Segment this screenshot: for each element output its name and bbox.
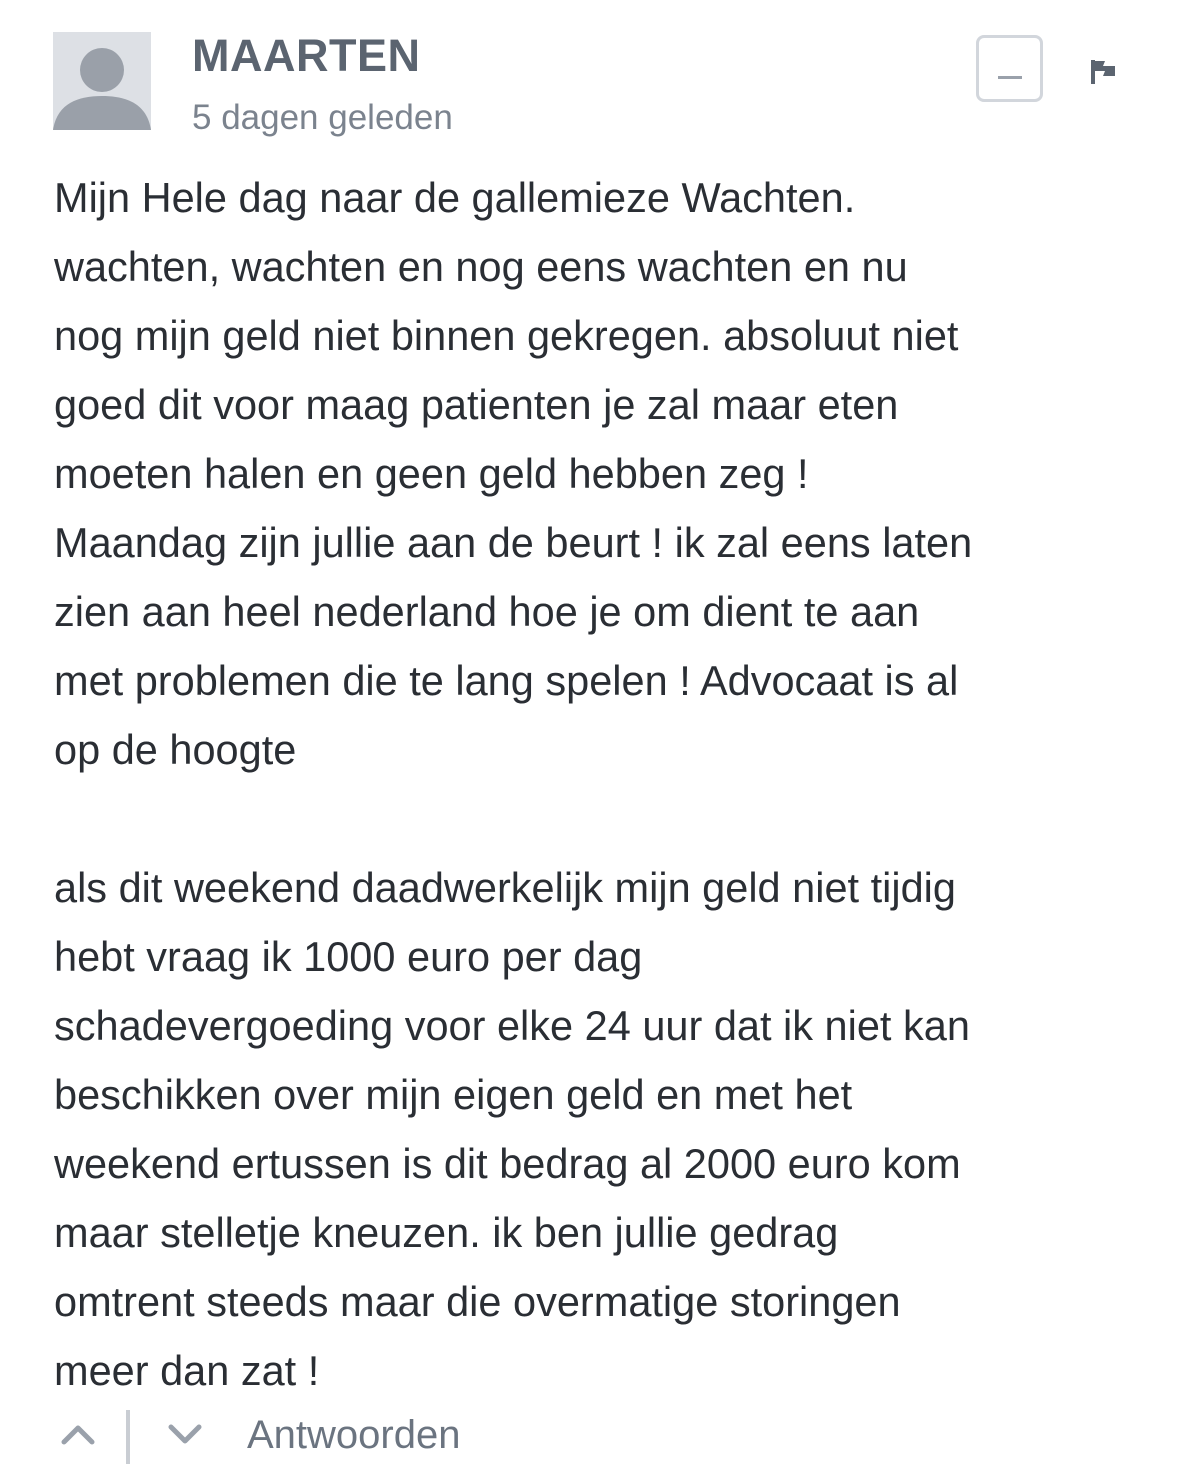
- comment-line: maar stelletje kneuzen. ik ben jullie gedrag: [54, 1209, 839, 1256]
- author-name[interactable]: MAARTEN: [192, 30, 421, 81]
- comment-line: Mijn Hele dag naar de gallemieze Wachten.: [54, 174, 856, 221]
- chevron-up-icon: [58, 1418, 98, 1450]
- comment-line: op de hoogte: [54, 726, 297, 773]
- reply-button[interactable]: Antwoorden: [247, 1413, 461, 1457]
- comment-line: moeten halen en geen geld hebben zeg !: [54, 450, 809, 497]
- flag-icon: [1085, 56, 1121, 92]
- comment-body: [54, 163, 1164, 1405]
- comment-line: met problemen die te lang spelen ! Advocaat is al: [54, 657, 959, 704]
- comment-line: hebt vraag ik 1000 euro per dag: [54, 933, 643, 980]
- comment-paragraph-1: [54, 163, 1164, 784]
- comment-line: beschikken over mijn eigen geld en met het: [54, 1071, 853, 1118]
- flag-button[interactable]: [1085, 56, 1121, 92]
- comment-line: zien aan heel nederland hoe je om dient te aan: [54, 588, 920, 635]
- upvote-button[interactable]: [58, 1418, 98, 1450]
- comment-line: omtrent steeds maar die overmatige storingen: [54, 1278, 901, 1325]
- comment-paragraph-2: [54, 853, 1164, 1405]
- chevron-down-icon: [165, 1418, 205, 1450]
- comment-timestamp[interactable]: 5 dagen geleden: [192, 98, 453, 137]
- comment-line: Maandag zijn jullie aan de beurt ! ik zal eens laten: [54, 519, 973, 566]
- avatar[interactable]: [53, 32, 151, 130]
- vote-divider: [126, 1410, 130, 1464]
- collapse-button[interactable]: [976, 35, 1043, 102]
- comment-line: weekend ertussen is dit bedrag al 2000 euro kom: [54, 1140, 961, 1187]
- comment-line: als dit weekend daadwerkelijk mijn geld niet tijdig: [54, 864, 956, 911]
- downvote-button[interactable]: [165, 1418, 205, 1450]
- comment-line: meer dan zat !: [54, 1347, 320, 1394]
- comment-line: nog mijn geld niet binnen gekregen. absoluut niet: [54, 312, 959, 359]
- default-avatar-icon: [53, 32, 151, 130]
- minus-icon: [998, 76, 1022, 79]
- comment-line: goed dit voor maag patienten je zal maar eten: [54, 381, 899, 428]
- comment-footer: [0, 1400, 1200, 1470]
- comment-line: schadevergoeding voor elke 24 uur dat ik niet kan: [54, 1002, 970, 1049]
- comment-line: wachten, wachten en nog eens wachten en nu: [54, 243, 908, 290]
